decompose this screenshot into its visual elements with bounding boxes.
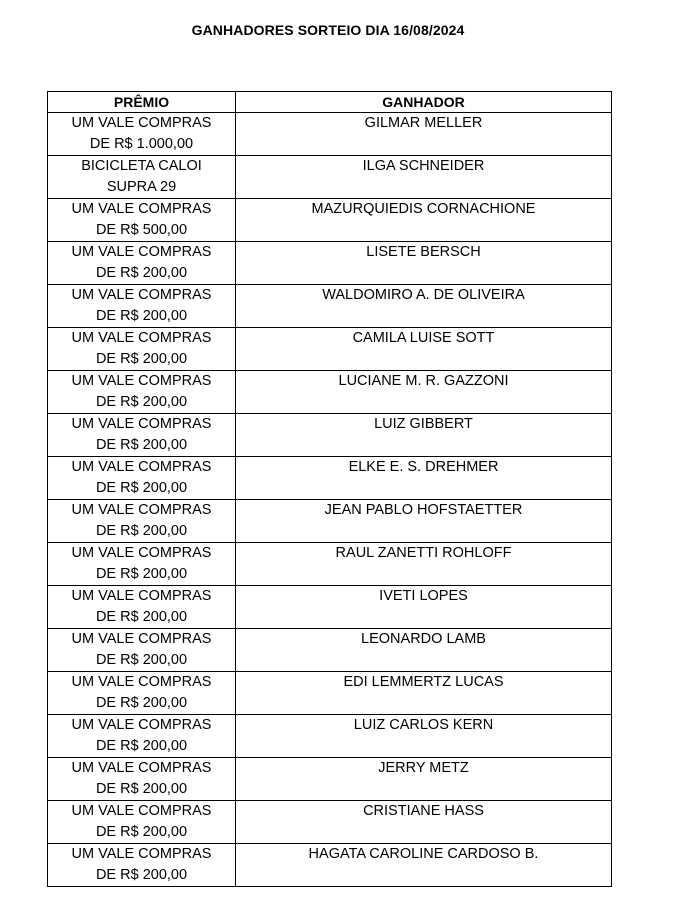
winner-cell: JERRY METZ bbox=[236, 758, 612, 801]
prize-line: DE R$ 200,00 bbox=[95, 394, 188, 410]
prize-cell bbox=[48, 672, 236, 715]
prize-line: UM VALE COMPRAS bbox=[71, 201, 212, 217]
prize-line: DE R$ 200,00 bbox=[95, 523, 188, 539]
winner-cell: CAMILA LUISE SOTT bbox=[236, 328, 612, 371]
prize-line: UM VALE COMPRAS bbox=[71, 674, 212, 690]
prize-line: UM VALE COMPRAS bbox=[71, 373, 212, 389]
table-row bbox=[48, 586, 612, 629]
table-row bbox=[48, 844, 612, 887]
page-title: GANHADORES SORTEIO DIA 16/08/2024 bbox=[191, 22, 465, 38]
winner-cell: LUCIANE M. R. GAZZONI bbox=[236, 371, 612, 414]
table-row bbox=[48, 543, 612, 586]
prize-line: DE R$ 500,00 bbox=[95, 222, 188, 238]
prize-cell bbox=[48, 328, 236, 371]
winner-cell: ELKE E. S. DREHMER bbox=[236, 457, 612, 500]
prize-cell bbox=[48, 500, 236, 543]
table-row bbox=[48, 801, 612, 844]
prize-cell bbox=[48, 242, 236, 285]
winner-cell: LUIZ GIBBERT bbox=[236, 414, 612, 457]
winner-cell: CRISTIANE HASS bbox=[236, 801, 612, 844]
prize-cell bbox=[48, 844, 236, 887]
winner-cell: LUIZ CARLOS KERN bbox=[236, 715, 612, 758]
prize-line: DE R$ 200,00 bbox=[95, 824, 188, 840]
prize-line: DE R$ 1.000,00 bbox=[89, 136, 194, 152]
prize-line: BICICLETA CALOI bbox=[81, 158, 202, 174]
prize-line: DE R$ 200,00 bbox=[95, 480, 188, 496]
table-row bbox=[48, 199, 612, 242]
prize-line: UM VALE COMPRAS bbox=[71, 115, 212, 131]
column-header-prize: PRÊMIO bbox=[48, 92, 236, 113]
prize-line: DE R$ 200,00 bbox=[95, 695, 188, 711]
table-row bbox=[48, 242, 612, 285]
prize-cell bbox=[48, 758, 236, 801]
table-row bbox=[48, 500, 612, 543]
prize-line: DE R$ 200,00 bbox=[95, 867, 188, 883]
winner-cell: IVETI LOPES bbox=[236, 586, 612, 629]
prize-line: UM VALE COMPRAS bbox=[71, 545, 212, 561]
prize-cell bbox=[48, 371, 236, 414]
prize-cell bbox=[48, 113, 236, 156]
prize-line: DE R$ 200,00 bbox=[95, 566, 188, 582]
table-row bbox=[48, 285, 612, 328]
winners-table bbox=[47, 91, 612, 887]
table-row bbox=[48, 328, 612, 371]
prize-line: DE R$ 200,00 bbox=[95, 609, 188, 625]
winner-cell: RAUL ZANETTI ROHLOFF bbox=[236, 543, 612, 586]
prize-line: DE R$ 200,00 bbox=[95, 781, 188, 797]
table-row bbox=[48, 672, 612, 715]
table-row bbox=[48, 414, 612, 457]
prize-cell bbox=[48, 414, 236, 457]
prize-line: DE R$ 200,00 bbox=[95, 652, 188, 668]
prize-line: DE R$ 200,00 bbox=[95, 308, 188, 324]
prize-line: UM VALE COMPRAS bbox=[71, 631, 212, 647]
table-header-row bbox=[48, 92, 612, 113]
table-row bbox=[48, 758, 612, 801]
winner-cell: WALDOMIRO A. DE OLIVEIRA bbox=[236, 285, 612, 328]
winner-cell: ILGA SCHNEIDER bbox=[236, 156, 612, 199]
winner-cell: LISETE BERSCH bbox=[236, 242, 612, 285]
prize-cell bbox=[48, 457, 236, 500]
table-row bbox=[48, 371, 612, 414]
table-row bbox=[48, 715, 612, 758]
winner-cell: GILMAR MELLER bbox=[236, 113, 612, 156]
prize-cell bbox=[48, 629, 236, 672]
table-row bbox=[48, 629, 612, 672]
prize-cell bbox=[48, 715, 236, 758]
prize-line: UM VALE COMPRAS bbox=[71, 287, 212, 303]
prize-line: UM VALE COMPRAS bbox=[71, 803, 212, 819]
prize-line: UM VALE COMPRAS bbox=[71, 502, 212, 518]
winner-cell: EDI LEMMERTZ LUCAS bbox=[236, 672, 612, 715]
table-row bbox=[48, 457, 612, 500]
table-row bbox=[48, 113, 612, 156]
winner-cell: MAZURQUIEDIS CORNACHIONE bbox=[236, 199, 612, 242]
prize-line: UM VALE COMPRAS bbox=[71, 760, 212, 776]
prize-line: UM VALE COMPRAS bbox=[71, 717, 212, 733]
prize-cell bbox=[48, 156, 236, 199]
prize-line: UM VALE COMPRAS bbox=[71, 330, 212, 346]
prize-line: UM VALE COMPRAS bbox=[71, 244, 212, 260]
table-row bbox=[48, 156, 612, 199]
prize-line: DE R$ 200,00 bbox=[95, 265, 188, 281]
prize-cell bbox=[48, 543, 236, 586]
column-header-winner: GANHADOR bbox=[236, 92, 612, 113]
prize-line: UM VALE COMPRAS bbox=[71, 459, 212, 475]
prize-line: DE R$ 200,00 bbox=[95, 351, 188, 367]
prize-line: SUPRA 29 bbox=[106, 179, 177, 195]
prize-line: DE R$ 200,00 bbox=[95, 437, 188, 453]
table-body bbox=[48, 113, 612, 887]
prize-cell bbox=[48, 199, 236, 242]
prize-cell bbox=[48, 801, 236, 844]
prize-line: DE R$ 200,00 bbox=[95, 738, 188, 754]
prize-cell bbox=[48, 586, 236, 629]
prize-cell bbox=[48, 285, 236, 328]
winner-cell: LEONARDO LAMB bbox=[236, 629, 612, 672]
winner-cell: JEAN PABLO HOFSTAETTER bbox=[236, 500, 612, 543]
winner-cell: HAGATA CAROLINE CARDOSO B. bbox=[236, 844, 612, 887]
prize-line: UM VALE COMPRAS bbox=[71, 588, 212, 604]
prize-line: UM VALE COMPRAS bbox=[71, 846, 212, 862]
prize-line: UM VALE COMPRAS bbox=[71, 416, 212, 432]
